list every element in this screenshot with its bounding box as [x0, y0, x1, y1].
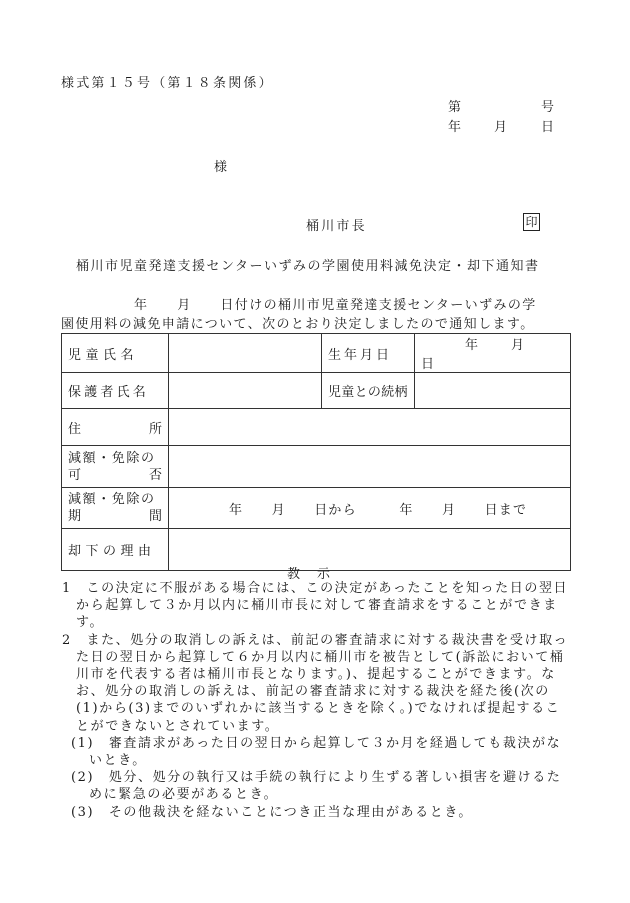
table-row: [62, 488, 571, 529]
table-row: [62, 334, 571, 373]
intro-line-1: 年 月 日付けの桶川市児童発達支援センターいずみの学: [134, 298, 537, 313]
period-label-line-1: 減額・免除の: [68, 492, 156, 507]
child-name-label: 児童氏名: [62, 334, 169, 373]
decision-char-1: 可: [68, 467, 82, 483]
address-label-char-1: 住: [68, 421, 82, 437]
address-label: [68, 418, 162, 437]
birthdate-field[interactable]: [415, 334, 571, 373]
relationship-label: 児童との続柄: [322, 373, 415, 409]
notice-body: [60, 580, 570, 821]
notice-sub-item-3: (3) その他裁決を経ないことにつき正当な理由があるとき。: [71, 804, 474, 820]
table-row: [62, 446, 571, 488]
birthdate-label: 生年月日: [322, 334, 415, 373]
address-label-char-2: 所: [148, 421, 162, 437]
birthdate-year: 年: [465, 338, 479, 353]
form-number: 様式第１５号（第１８条関係）: [61, 76, 274, 91]
document-title: 桶川市児童発達支援センターいずみの学園使用料減免決定・却下通知書: [76, 259, 540, 274]
decision-label-line-1: 減額・免除の: [68, 450, 156, 466]
guardian-name-label: 保護者氏名: [62, 373, 169, 409]
period-label-cell: [62, 488, 169, 529]
decision-field[interactable]: [169, 446, 571, 488]
sender-title: 桶川市長: [306, 219, 367, 234]
address-field[interactable]: [169, 409, 571, 446]
intro-line-2: 園使用料の減免申請について、次のとおり決定しましたので通知します。: [61, 317, 535, 332]
seal-mark: 印: [523, 213, 540, 231]
decision-label-line-2: [68, 467, 162, 484]
guardian-name-field[interactable]: [169, 373, 322, 409]
date-day-label: 日: [541, 120, 555, 135]
birthdate-day: 日: [421, 357, 435, 372]
address-label-cell: [62, 409, 169, 446]
notice-item-1: 1 この決定に不服がある場合には、この決定があったことを知った日の翌日から起算して３か月以内に桶川市長に対して審査請求をすることができます。: [62, 581, 569, 631]
decision-char-2: 否: [148, 467, 162, 483]
notice-item-2: 2 また、処分の取消しの訴えは、前記の審査請求に対する裁決書を受け取った日の翌日から起算して６か月以内に桶川市を被告として(訴訟において桶川市を代表する者は桶川市長となります。)、提起することができます。なお、処分の取消しの訴えは、前記の審査請求に対する裁決を経た後(次の(1)から(3)までのいずれかに該当するときを除く。)でなければ提起することができないとされています。: [62, 632, 569, 734]
rejection-reason-label: 却下の理由: [62, 529, 169, 571]
relationship-field[interactable]: [415, 373, 571, 409]
notice-sub-item-2: (2) 処分、処分の執行又は手続の執行により生ずる著しい損害を避けるために緊急の必要があるとき。: [71, 770, 562, 803]
document-number-suffix: 号: [541, 100, 555, 115]
period-char-2: 間: [148, 509, 162, 524]
date-year-label: 年: [448, 120, 462, 135]
table-row: [62, 373, 571, 409]
child-name-field[interactable]: [169, 334, 322, 373]
birthdate-month: 月: [511, 338, 525, 353]
document-number-label: 第: [448, 100, 462, 115]
date-month-label: 月: [494, 120, 508, 135]
notice-heading: 教 示: [287, 567, 333, 582]
addressee-suffix: 様: [214, 160, 228, 175]
decision-label-cell: [62, 446, 169, 488]
application-table: [61, 333, 571, 571]
table-row: [62, 409, 571, 446]
period-field[interactable]: 年 月 日から 年 月 日まで: [169, 488, 571, 529]
rejection-reason-field[interactable]: [169, 529, 571, 571]
period-char-1: 期: [68, 509, 82, 524]
period-label-line-2: [68, 508, 162, 525]
notice-sub-item-1: (1) 審査請求があった日の翌日から起算して３か月を経過しても裁決がないとき。: [71, 735, 562, 769]
